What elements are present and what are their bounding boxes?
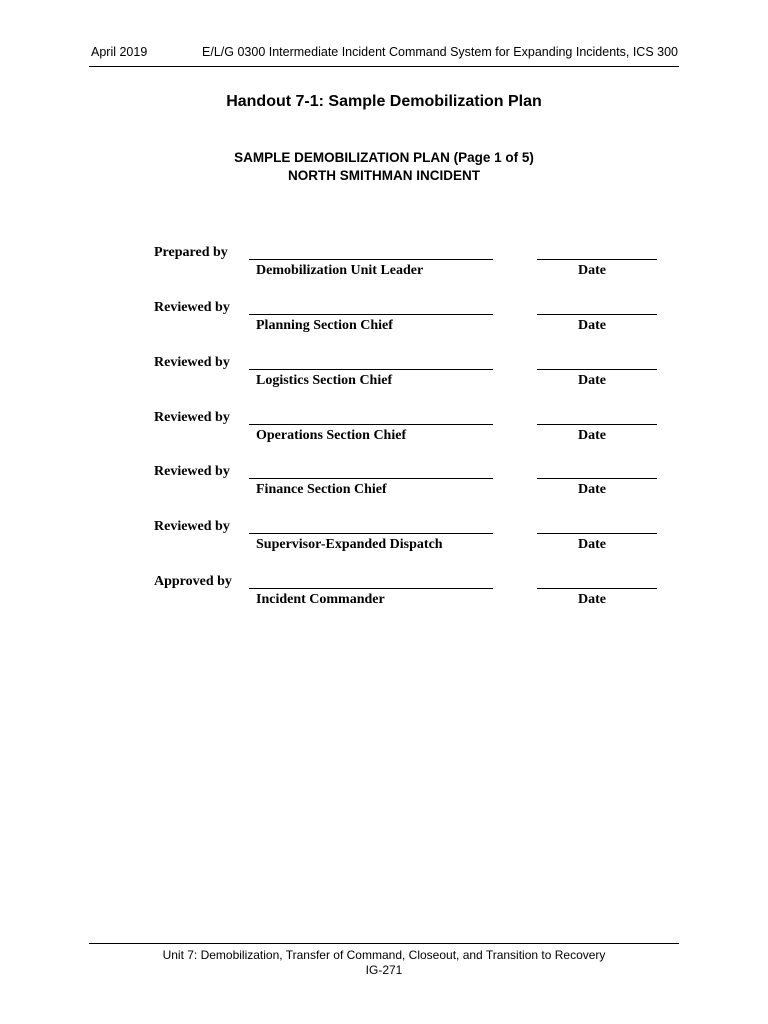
signature-action-label: Approved by [154, 574, 232, 589]
signature-line[interactable] [249, 259, 493, 260]
signature-line[interactable] [249, 369, 493, 370]
date-label: Date [578, 318, 606, 333]
signer-title: Supervisor-Expanded Dispatch [256, 537, 443, 552]
signer-title: Finance Section Chief [256, 482, 387, 497]
signature-action-label: Reviewed by [154, 519, 230, 534]
signer-title: Logistics Section Chief [256, 373, 393, 388]
signature-row-incident-commander [0, 574, 768, 614]
signature-line[interactable] [249, 478, 493, 479]
handout-title: Handout 7-1: Sample Demobilization Plan [226, 93, 542, 110]
incident-name: NORTH SMITHMAN INCIDENT [288, 168, 480, 183]
signature-row-logistics-chief [0, 355, 768, 395]
date-line[interactable] [537, 259, 657, 260]
signature-line[interactable] [249, 314, 493, 315]
date-label: Date [578, 373, 606, 388]
signature-action-label: Reviewed by [154, 300, 230, 315]
date-line[interactable] [537, 424, 657, 425]
signature-line[interactable] [249, 533, 493, 534]
footer-unit-title: Unit 7: Demobilization, Transfer of Command, Closeout, and Transition to Recovery [162, 948, 606, 962]
signature-row-finance-chief [0, 464, 768, 504]
signature-action-label: Reviewed by [154, 410, 230, 425]
signature-action-label: Prepared by [154, 245, 228, 260]
signature-line[interactable] [249, 424, 493, 425]
signature-row-planning-chief [0, 300, 768, 340]
date-label: Date [578, 592, 606, 607]
signature-row-expanded-dispatch [0, 519, 768, 559]
signer-title: Planning Section Chief [256, 318, 393, 333]
date-line[interactable] [537, 533, 657, 534]
plan-subtitle: SAMPLE DEMOBILIZATION PLAN (Page 1 of 5) [234, 150, 534, 165]
signature-row-demob-unit-leader [0, 245, 768, 285]
date-label: Date [578, 482, 606, 497]
header-course-title: E/L/G 0300 Intermediate Incident Command System for Expanding Incidents, ICS 300 [202, 45, 678, 59]
signature-row-operations-chief [0, 410, 768, 450]
footer-page-number: IG-271 [365, 963, 403, 977]
footer-divider [89, 943, 679, 944]
signer-title: Incident Commander [256, 592, 385, 607]
date-line[interactable] [537, 314, 657, 315]
signature-action-label: Reviewed by [154, 464, 230, 479]
date-line[interactable] [537, 478, 657, 479]
date-label: Date [578, 263, 606, 278]
date-line[interactable] [537, 369, 657, 370]
signer-title: Operations Section Chief [256, 428, 407, 443]
header-date: April 2019 [91, 45, 148, 59]
signature-line[interactable] [249, 588, 493, 589]
signature-action-label: Reviewed by [154, 355, 230, 370]
page-header [89, 45, 679, 67]
date-line[interactable] [537, 588, 657, 589]
date-label: Date [578, 537, 606, 552]
signer-title: Demobilization Unit Leader [256, 263, 424, 278]
date-label: Date [578, 428, 606, 443]
